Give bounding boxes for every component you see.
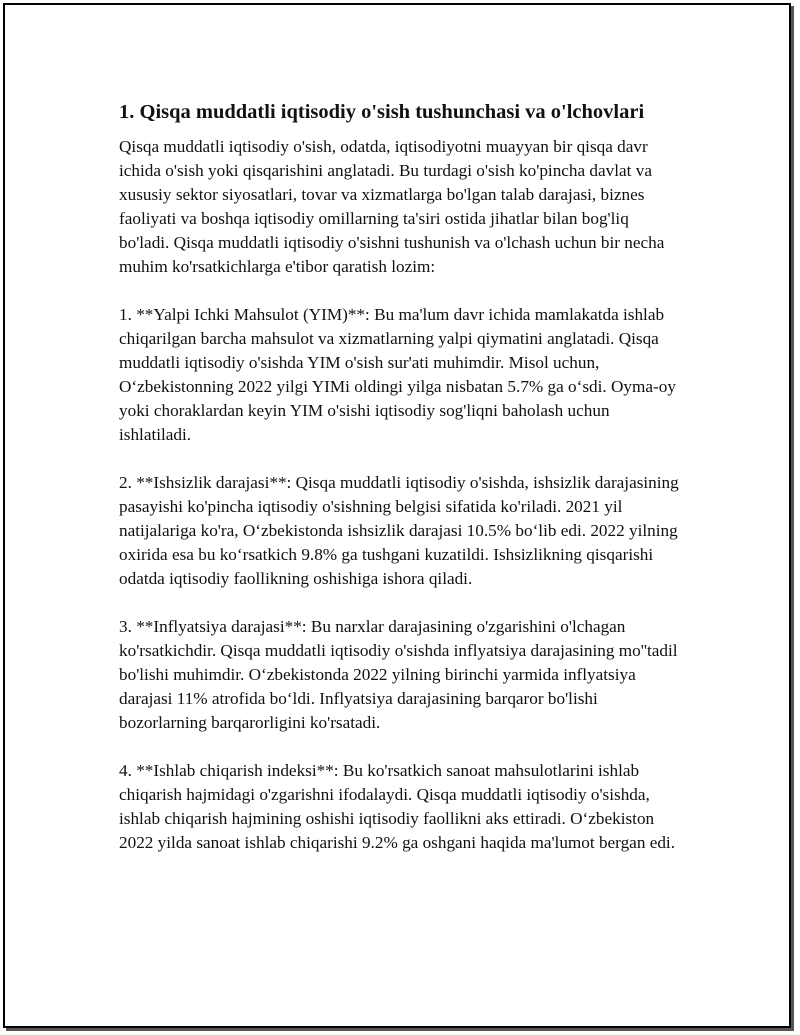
gdp-paragraph: 1. **Yalpi Ichki Mahsulot (YIM)**: Bu ma'lum davr ichida mamlakatda ishlab chiqarilgan barcha mahsulot va xizmatlarning yalpi qiymatini anglatadi. Qisqa muddatli iqtisodiy o'sishda YIM o'sish sur'ati muhimdir. Misol uchun, O‘zbekistonning 2022 yilgi YIMi oldingi yilga nisbatan 5.7% ga o‘sdi. Oyma-oy yoki choraklardan keyin YIM o'sishi iqtisodiy sog'liqni baholash uchun ishlatiladi. bbox=[119, 305, 676, 444]
intro-paragraph: Qisqa muddatli iqtisodiy o'sish, odatda, iqtisodiyotni muayyan bir qisqa davr ichida o'sish yoki qisqarishini anglatadi. Bu turdagi o'sish ko'pincha davlat va xususiy sektor siyosatlari, tovar va xizmatlarga bo'lgan talab darajasi, biznes faoliyati va boshqa iqtisodiy omillarning ta'siri ostida jihatlar bilan bog'liq bo'ladi. Qisqa muddatli iqtisodiy o'sishni tushunish va o'lchash uchun bir necha muhim ko'rsatkichlarga e'tibor qaratish lozim: bbox=[119, 137, 665, 276]
production-index-paragraph: 4. **Ishlab chiqarish indeksi**: Bu ko'rsatkich sanoat mahsulotlarini ishlab chiqarish hajmidagi o'zgarishni ifodalaydi. Qisqa muddatli iqtisodiy o'sishda, ishlab chiqarish hajmining oshishi iqtisodiy faollikni aks ettiradi. O‘zbekiston 2022 yilda sanoat ishlab chiqarishi 9.2% ga oshgani haqida ma'lumot bergan edi. bbox=[119, 761, 676, 852]
inflation-paragraph: 3. **Inflyatsiya darajasi**: Bu narxlar darajasining o'zgarishini o'lchagan ko'rsatkichdir. Qisqa muddatli iqtisodiy o'sishda inflyatsiya darajasining mo''tadil bo'lishi muhimdir. O‘zbekistonda 2022 yilning birinchi yarmida inflyatsiya darajasi 11% atrofida bo‘ldi. Inflyatsiya darajasining barqaror bo'lishi bozorlarning barqarorligini ko'rsatadi. bbox=[119, 617, 678, 732]
unemployment-paragraph: 2. **Ishsizlik darajasi**: Qisqa muddatli iqtisodiy o'sishda, ishsizlik darajasining pasayishi ko'pincha iqtisodiy o'sishning belgisi sifatida ko'riladi. 2021 yil natijalariga ko'ra, O‘zbekistonda ishsizlik darajasi 10.5% bo‘lib edi. 2022 yilning oxirida esa bu ko‘rsatkich 9.8% ga tushgani kuzatildi. Ishsizlikning qisqarishi odatda iqtisodiy faollikning oshishiga ishora qiladi. bbox=[119, 473, 679, 588]
document-body bbox=[119, 99, 679, 879]
document-page bbox=[3, 3, 791, 1028]
section-heading: 1. Qisqa muddatli iqtisodiy o'sish tushunchasi va o'lchovlari bbox=[119, 101, 645, 123]
